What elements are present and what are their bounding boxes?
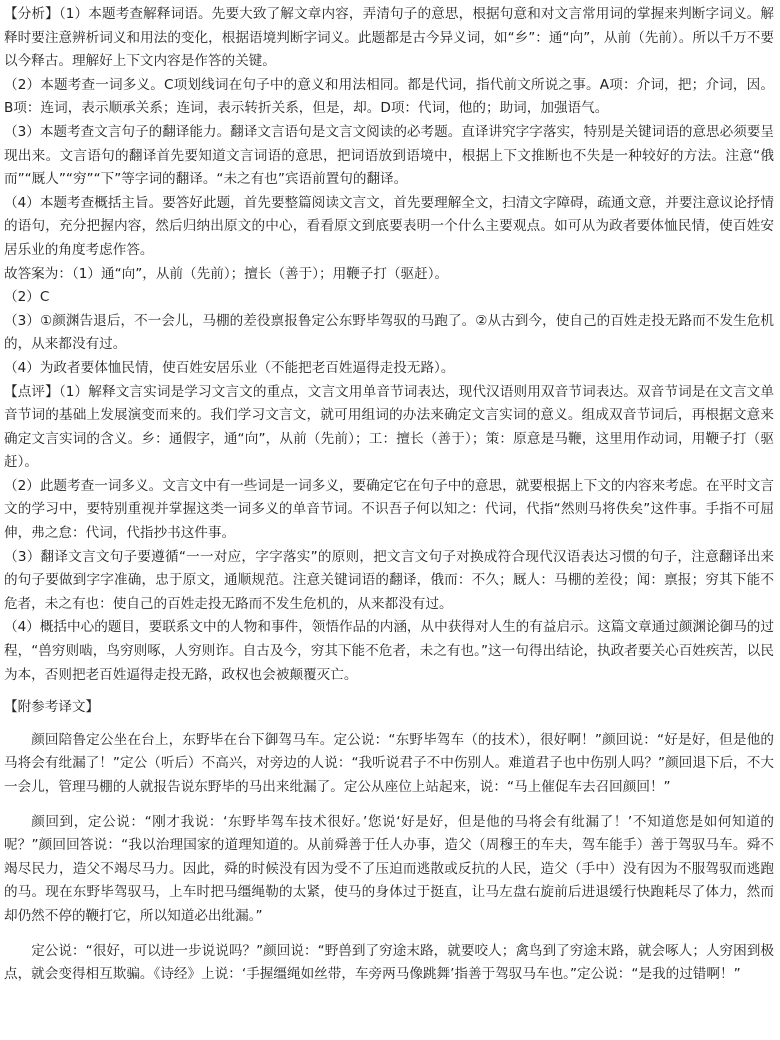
translation-header: 【附参考译文】 [4,699,100,716]
analysis-paragraph-2: （2）本题考查一词多义。C项划线词在句子中的意义和用法相同。都是代词，指代前文所说之事。A项：介词，把；介词，因。B项：连词，表示顺承关系；连词，表示转折关系，但是，却。D项：代词，他的；助词，加强语气。 [4,76,774,117]
comment-paragraph-3: （3）翻译文言文句子要遵循“一一对应，字字落实”的原则，把文言文句子对换成符合现代汉语表达习惯的句子，注意翻译出来的句子要做到字字准确，忠于原文，通顺规范。注意关键词语的翻译，俄而：不久；厩人：马棚的差役；闻：禀报；穷其下能不危者，未之有也：使自己的百姓走投无路而不发生危机的，从来都没有过。 [4,548,774,612]
comment-paragraph-4: （4）概括中心的题目，要联系文中的人物和事件，领悟作品的内涵，从中获得对人生的有益启示。这篇文章通过颜渊论御马的过程，“兽穷则啮，鸟穷则啄，人穷则诈。自古及今，穷其下能不危者，未之有也。”这一句得出结论，执政者要关心百姓疾苦，以民为本，否则把老百姓逼得走投无路，政权也会被颠覆灭亡。 [4,619,774,683]
analysis-paragraph-3: （3）本题考查文言句子的翻译能力。翻译文言语句是文言文阅读的必考题。直译讲究字字落实，特别是关键词语的意思必须要呈现出来。文言语句的翻译首先要知道文言词语的意思，把词语放到语境中，根据上下文推断也不失是一种较好的方法。注意“俄而”“厩人”“穷”“下”等字词的翻译。“未之有也”宾语前置句的翻译。 [4,123,774,188]
translation-paragraph-2: 颜回到，定公说：“刚才我说：‘东野毕驾车技术很好。’您说‘好是好，但是他的马将会有纰漏了！’不知道您是如何知道的呢？”颜回回答说：“我以治理国家的道理知道的。从前舜善于任人办事，造父（周穆王的车夫，驾车能手）善于驾驭马车。舜不竭尽民力，造父不竭尽马力。因此，舜的时候没有因为受不了压迫而逃散或反抗的人民，造父（手中）没有因为不服驾驭而逃跑的马。现在东野毕驾驭马，上车时把马缰绳勒的太紧，使马的身体过于挺直，让马左盘右旋前后进退缓行快跑耗尽了体力，然而却仍然不停的鞭打它，所以知道必出纰漏。” [4,813,774,924]
answer-line-1: 故答案为：（1）通“向”，从前（先前）；擅长（善于）；用鞭子打（驱赶）。 [4,265,449,282]
answer-line-4: （4）为政者要体恤民情，使百姓安居乐业（不能把老百姓逼得走投无路）。 [4,359,455,376]
answer-line-2: （2）C [4,289,50,306]
comment-paragraph-1: 【点评】（1）解释文言实词是学习文言文的重点，文言文用单音节词表达，现代汉语则用双音节词表达。双音节词是在文言文单音节词的基础上发展演变而来的。我们学习文言文，就可用组词的办法来确定文言实词的意义。组成双音节词后，再根据文意来确定文言实词的含义。乡：通假字，通“向”，从前（先前）；工：擅长（善于）；策：原意是马鞭，这里用作动词，用鞭子打（驱赶）。 [4,383,774,471]
comment-paragraph-2: （2）此题考查一词多义。文言文中有一些词是一词多义，要确定它在句子中的意思，就要根据上下文的内容来考虑。在平时文言文的学习中，要特别重视并掌握这类一词多义的单音节词。不识吾子何以知之：代词，代指“然则马将佚矣”这件事。手指不可屈伸，弗之怠：代词，代指抄书这件事。 [4,477,774,542]
translation-paragraph-1: 颜回陪鲁定公坐在台上，东野毕在台下御驾马车。定公说：“东野毕驾车（的技术），很好啊！”颜回说：“好是好，但是他的马将会有纰漏了！”定公（听后）不高兴，对旁边的人说：“我听说君子不中伤别人。难道君子也中伤别人吗？”颜回退下后，不大一会儿，管理马棚的人就报告说东野毕的马出来纰漏了。定公从座位上站起来，说：“马上催促车去召回颜回！” [4,731,774,795]
analysis-paragraph-4: （4）本题考查概括主旨。要答好此题，首先要整篇阅读文言文，首先要理解全文，扫清文字障碍，疏通文意，并要注意议论抒情的语句，充分把握内容，然后归纳出原文的中心，看看原文到底要表明一个什么主要观点。如可从为政者要体恤民情，使百姓安居乐业的角度考虑作答。 [4,194,774,258]
analysis-paragraph-1: 【分析】（1）本题考查解释词语。先要大致了解文章内容，弄清句子的意思，根据句意和对文言常用词的掌握来判断字词义。解释时要注意辨析词义和用法的变化，根据语境判断字词义。此题都是古今异义词，如“乡”：通“向”，从前（先前）。所以千万不要以今释古。理解好上下文内容是作答的关键。 [4,6,774,70]
translation-paragraph-3: 定公说：“很好，可以进一步说说吗？”颜回说：“野兽到了穷途末路，就要咬人；禽鸟到了穷途末路，就会啄人；人穷困到极点，就会变得相互欺骗。《诗经》上说：‘手握缰绳如丝带，车旁两马像跳舞’指善于驾驭马车也。”定公说：“是我的过错啊！” [4,942,774,983]
answer-line-3: （3）①颜渊告退后，不一会儿，马棚的差役禀报鲁定公东野毕驾驭的马跑了。②从古到今，使自己的百姓走投无路而不发生危机的，从来都没有过。 [4,312,774,353]
